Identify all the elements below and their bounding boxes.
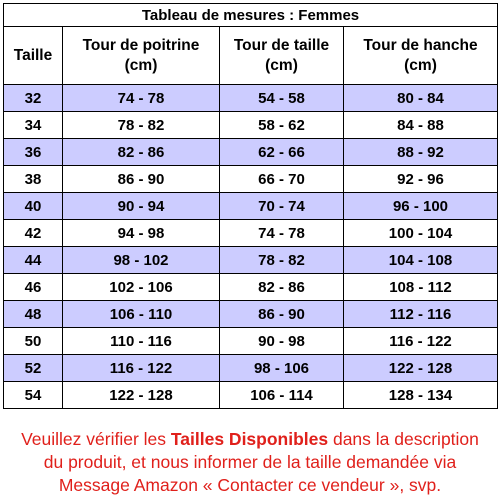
size-cell: 32 xyxy=(4,85,63,112)
waist-cell: 66 - 70 xyxy=(220,166,344,193)
waist-cell: 74 - 78 xyxy=(220,220,344,247)
bust-cell: 74 - 78 xyxy=(63,85,220,112)
table-row xyxy=(4,301,498,328)
waist-cell: 62 - 66 xyxy=(220,139,344,166)
table-row xyxy=(4,328,498,355)
hip-cell: 112 - 116 xyxy=(344,301,498,328)
waist-cell: 90 - 98 xyxy=(220,328,344,355)
table-header-row xyxy=(4,27,498,85)
bust-cell: 82 - 86 xyxy=(63,139,220,166)
column-header-hip xyxy=(344,27,498,85)
hip-cell: 116 - 122 xyxy=(344,328,498,355)
table-row xyxy=(4,166,498,193)
table-row xyxy=(4,193,498,220)
hip-cell: 104 - 108 xyxy=(344,247,498,274)
bust-cell: 94 - 98 xyxy=(63,220,220,247)
waist-cell: 82 - 86 xyxy=(220,274,344,301)
size-cell: 38 xyxy=(4,166,63,193)
column-header-size-label: Taille xyxy=(13,46,53,64)
waist-cell: 70 - 74 xyxy=(220,193,344,220)
bust-cell: 110 - 116 xyxy=(63,328,220,355)
bust-cell: 78 - 82 xyxy=(63,112,220,139)
size-cell: 46 xyxy=(4,274,63,301)
waist-cell: 98 - 106 xyxy=(220,355,344,382)
availability-notice xyxy=(0,428,500,497)
column-header-waist-unit: (cm) xyxy=(265,56,298,74)
table-row xyxy=(4,247,498,274)
column-header-hip-label: Tour de hanche xyxy=(363,36,478,54)
table-title-row xyxy=(4,4,498,27)
table-row xyxy=(4,355,498,382)
size-cell: 52 xyxy=(4,355,63,382)
waist-cell: 86 - 90 xyxy=(220,301,344,328)
table-row xyxy=(4,112,498,139)
waist-cell: 58 - 62 xyxy=(220,112,344,139)
column-header-waist-label: Tour de taille xyxy=(233,36,330,54)
size-cell: 54 xyxy=(4,382,63,409)
bust-cell: 116 - 122 xyxy=(63,355,220,382)
column-header-bust-label: Tour de poitrine xyxy=(82,36,200,54)
hip-cell: 96 - 100 xyxy=(344,193,498,220)
hip-cell: 108 - 112 xyxy=(344,274,498,301)
hip-cell: 128 - 134 xyxy=(344,382,498,409)
hip-cell: 84 - 88 xyxy=(344,112,498,139)
hip-cell: 100 - 104 xyxy=(344,220,498,247)
size-cell: 40 xyxy=(4,193,63,220)
size-chart-table xyxy=(3,3,498,409)
column-header-size xyxy=(4,27,63,85)
table-row xyxy=(4,220,498,247)
waist-cell: 106 - 114 xyxy=(220,382,344,409)
notice-line-1-end: dans la description xyxy=(328,429,479,449)
column-header-waist xyxy=(220,27,344,85)
column-header-bust xyxy=(63,27,220,85)
hip-cell: 80 - 84 xyxy=(344,85,498,112)
table-row xyxy=(4,274,498,301)
bust-cell: 106 - 110 xyxy=(63,301,220,328)
notice-line-3: Message Amazon « Contacter ce vendeur », svp. xyxy=(58,475,442,495)
table-row xyxy=(4,382,498,409)
size-cell: 50 xyxy=(4,328,63,355)
hip-cell: 92 - 96 xyxy=(344,166,498,193)
bust-cell: 102 - 106 xyxy=(63,274,220,301)
bust-cell: 98 - 102 xyxy=(63,247,220,274)
bust-cell: 90 - 94 xyxy=(63,193,220,220)
table-title: Tableau de mesures : Femmes xyxy=(4,4,498,27)
size-cell: 34 xyxy=(4,112,63,139)
size-cell: 36 xyxy=(4,139,63,166)
size-cell: 44 xyxy=(4,247,63,274)
table-body xyxy=(4,85,498,409)
size-cell: 48 xyxy=(4,301,63,328)
size-cell: 42 xyxy=(4,220,63,247)
notice-highlight: Tailles Disponibles xyxy=(170,429,329,449)
table-row xyxy=(4,85,498,112)
waist-cell: 54 - 58 xyxy=(220,85,344,112)
notice-line-2: du produit, et nous informer de la taille demandée via xyxy=(43,452,457,472)
hip-cell: 88 - 92 xyxy=(344,139,498,166)
column-header-hip-unit: (cm) xyxy=(404,56,437,74)
bust-cell: 122 - 128 xyxy=(63,382,220,409)
notice-line-1-start: Veuillez vérifier les xyxy=(21,429,171,449)
waist-cell: 78 - 82 xyxy=(220,247,344,274)
column-header-bust-unit: (cm) xyxy=(124,56,158,74)
table-row xyxy=(4,139,498,166)
hip-cell: 122 - 128 xyxy=(344,355,498,382)
notice-line-1 xyxy=(0,428,500,451)
bust-cell: 86 - 90 xyxy=(63,166,220,193)
